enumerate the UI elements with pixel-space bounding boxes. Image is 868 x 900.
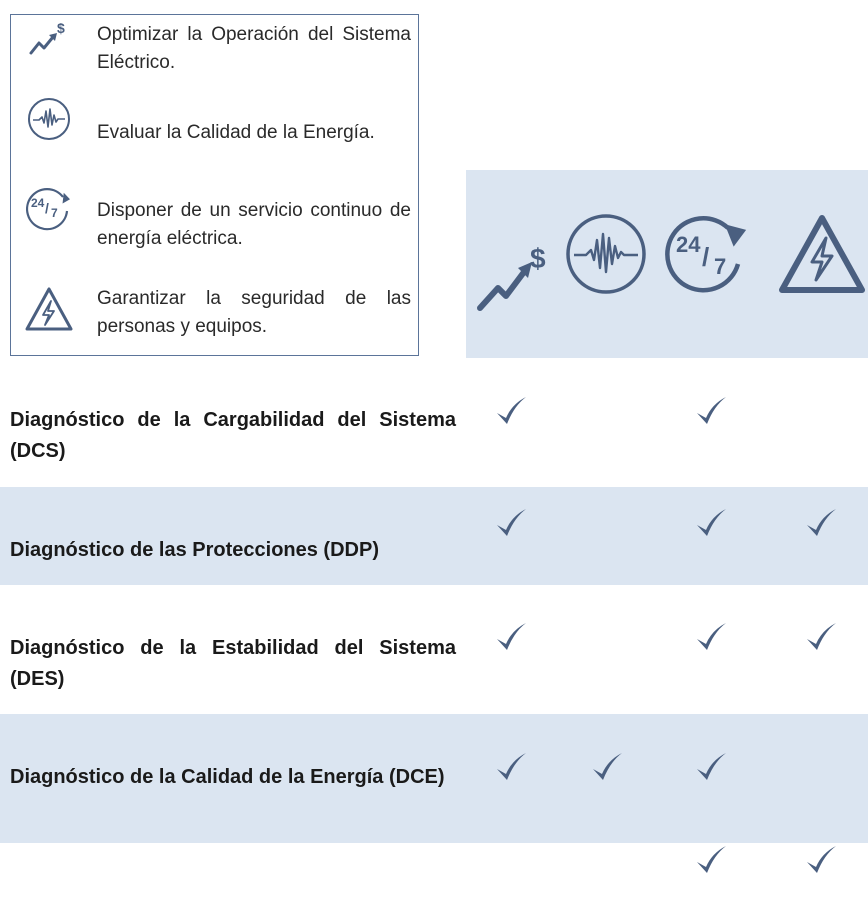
row-label: Diagnóstico de la Cargabilidad del Sistema (DCS) [10, 409, 456, 462]
power-quality-wave-icon [564, 212, 648, 296]
checkmark-icon [694, 394, 728, 428]
criteria-header-band [466, 170, 868, 358]
svg-text:7: 7 [51, 206, 58, 220]
table-row [0, 714, 868, 843]
checkmark-icon [804, 620, 838, 654]
svg-text:/: / [702, 242, 710, 272]
legend-text-optimize: Optimizar la Operación del Sistema Eléctrico. [97, 24, 411, 73]
checkmark-icon [590, 750, 624, 784]
row-label: Diagnóstico de la Calidad de la Energía (DCE) [10, 766, 445, 788]
checkmark-icon [804, 506, 838, 540]
table-row [0, 843, 868, 900]
growth-cost-icon [474, 238, 558, 314]
row-label: Diagnóstico de la Estabilidad del Sistema (DES) [10, 637, 456, 690]
checkmark-icon [694, 750, 728, 784]
growth-cost-icon [23, 19, 75, 71]
svg-text:7: 7 [714, 254, 727, 279]
checkmark-icon [804, 843, 838, 877]
checkmark-icon [694, 620, 728, 654]
checkmark-icon [494, 620, 528, 654]
checkmark-icon [694, 506, 728, 540]
legend-box [10, 14, 419, 356]
dollar-sign: $ [57, 20, 65, 36]
checkmark-icon [494, 394, 528, 428]
table-row [0, 585, 868, 714]
dollar-sign: $ [530, 243, 546, 274]
svg-text:24: 24 [31, 196, 45, 210]
checkmark-icon [494, 750, 528, 784]
checkmark-icon [494, 506, 528, 540]
svg-text:/: / [45, 200, 49, 216]
electrical-hazard-icon [23, 285, 75, 337]
legend-text-safety: Garantizar la seguridad de las personas y equipos. [97, 288, 411, 337]
svg-text:24: 24 [676, 232, 701, 257]
electrical-hazard-icon [776, 212, 868, 296]
power-quality-wave-icon [23, 97, 75, 149]
table-row [0, 487, 868, 585]
continuous-service-24-7-icon [23, 183, 75, 235]
checkmark-icon [694, 843, 728, 877]
continuous-service-24-7-icon [664, 214, 760, 298]
row-label: Diagnóstico de las Protecciones (DDP) [10, 539, 379, 561]
table-row [0, 358, 868, 487]
legend-text-continuous: Disponer de un servicio continuo de energía eléctrica. [97, 200, 411, 249]
legend-text-quality: Evaluar la Calidad de la Energía. [97, 122, 375, 143]
